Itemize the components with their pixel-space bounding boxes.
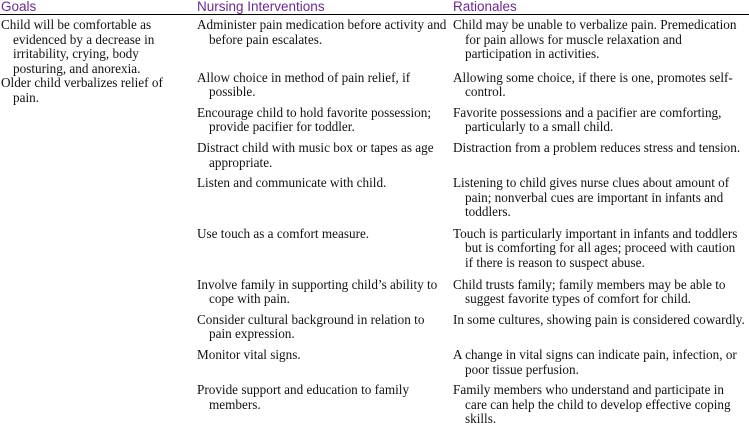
rationale-cell [452, 15, 749, 65]
intervention-text: Use touch as a comfort measure. [197, 225, 370, 241]
intervention-text: Involve family in supporting child’s ability to cope with pain. [197, 276, 438, 307]
rationale-text: In some cultures, showing pain is considered cowardly. [453, 311, 745, 327]
rationale-cell [452, 102, 749, 137]
intervention-text: Consider cultural background in relation to pain expression. [197, 311, 425, 342]
intervention-cell [196, 102, 452, 137]
rationale-cell [452, 137, 749, 172]
rationale-text: A change in vital signs can indicate pain, infection, or poor tissue perfusion. [453, 347, 737, 377]
rationale-text: Child trusts family; family members may be able to suggest favorite types of comfort for child. [453, 276, 726, 307]
intervention-cell [196, 379, 452, 430]
rationales-header: Rationales [452, 0, 749, 15]
intervention-text: Allow choice in method of pain relief, if possible. [197, 69, 411, 100]
rationale-text: Listening to child gives nurse clues about amount of pain; nonverbal cues are important in infants and toddlers. [453, 175, 730, 220]
intervention-cell [196, 137, 452, 172]
rationale-text: Distraction from a problem reduces stress and tension. [453, 140, 741, 156]
goal-text: Child will be comfortable as evidenced by a decrease in irritability, crying, body posturing, and anorexia. [1, 17, 155, 76]
intervention-text: Listen and communicate with child. [197, 175, 387, 191]
rationale-cell [452, 65, 749, 102]
goals-header: Goals [0, 0, 196, 15]
intervention-cell [196, 65, 452, 102]
intervention-text: Distract child with music box or tapes as age appropriate. [197, 140, 434, 170]
rationale-text: Allowing some choice, if there is one, promotes self-control. [453, 69, 733, 100]
intervention-text: Provide support and education to family members. [197, 382, 410, 412]
rationale-text: Child may be unable to verbalize pain. Premedication for pain allows for muscle relaxation and participation in activities. [453, 17, 737, 61]
rationale-text: Touch is particularly important in infants and toddlers but is comforting for all ages; proceed with caution if there is reason to suspect abuse. [453, 225, 738, 270]
intervention-cell [196, 223, 452, 274]
intervention-cell [196, 309, 452, 344]
rationale-cell [452, 309, 749, 344]
goals-cell [0, 15, 196, 430]
rationale-text: Family members who understand and participate in care can help the child to develop effective coping skills. [453, 382, 731, 427]
intervention-cell [196, 344, 452, 379]
intervention-text: Monitor vital signs. [197, 347, 301, 363]
rationale-text: Favorite possessions and a pacifier are comforting, particularly to a small child. [453, 104, 722, 135]
table-body [0, 15, 749, 430]
goal-text: Older child verbalizes relief of pain. [1, 75, 163, 105]
interventions-header: Nursing Interventions [196, 0, 452, 15]
intervention-cell [196, 172, 452, 223]
intervention-cell [196, 274, 452, 309]
table-header [0, 0, 749, 15]
intervention-text: Administer pain medication before activity and before pain escalates. [197, 17, 447, 47]
rationale-cell [452, 379, 749, 430]
rationale-cell [452, 344, 749, 379]
rationale-cell [452, 274, 749, 309]
intervention-text: Encourage child to hold favorite possession; provide pacifier for toddler. [197, 104, 432, 135]
intervention-cell [196, 15, 452, 65]
table-row [0, 15, 749, 65]
rationale-cell [452, 223, 749, 274]
rationale-cell [452, 172, 749, 223]
header-row [0, 0, 749, 15]
